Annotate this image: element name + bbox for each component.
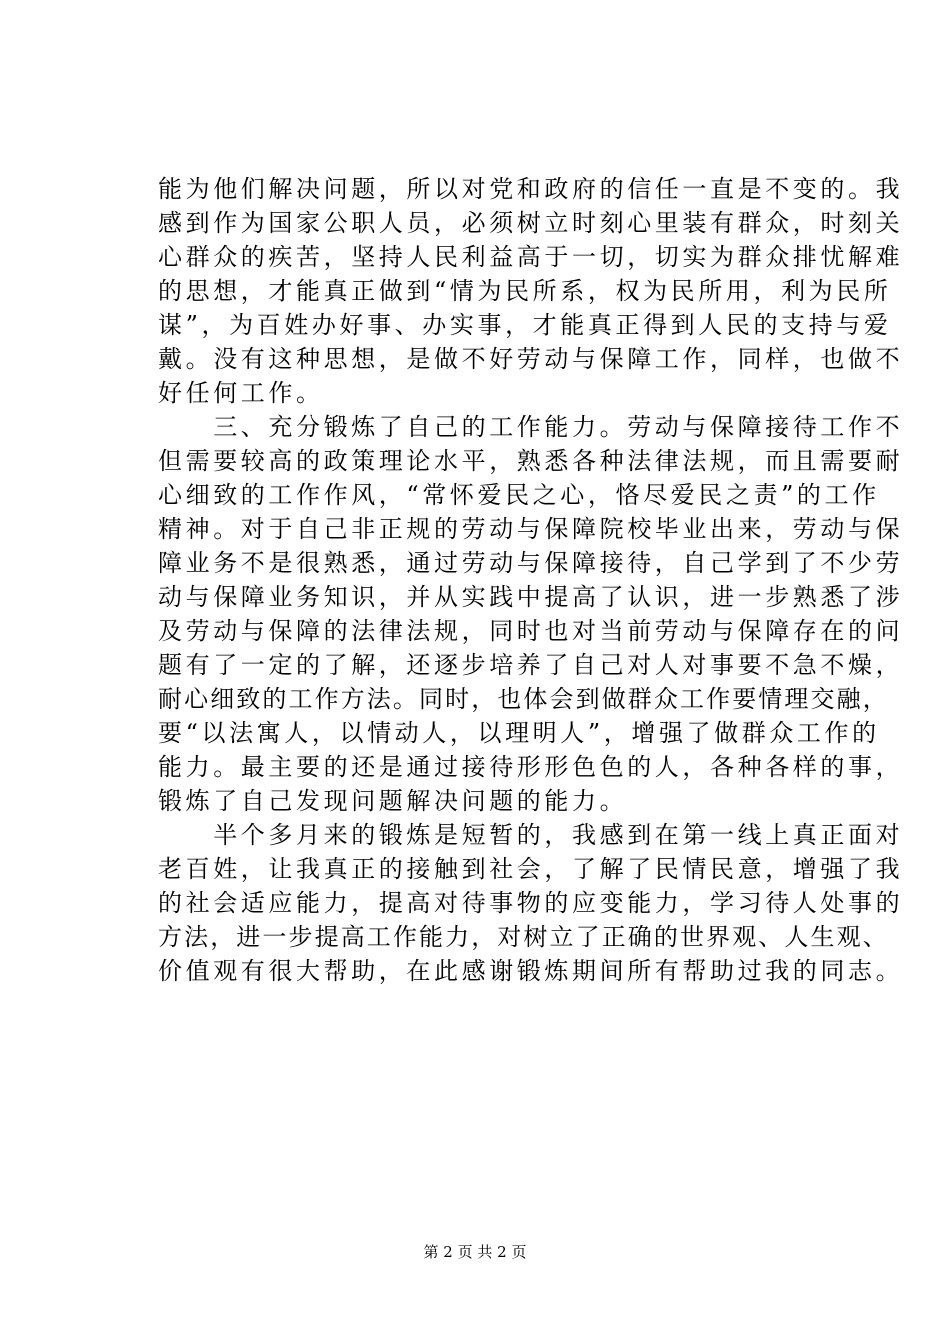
text-line: 价值观有很大帮助，在此感谢锻炼期间所有帮助过我的同志。: [158, 957, 904, 985]
text-line: 精神。对于自己非正规的劳动与保障院校毕业出来，劳动与保: [158, 515, 904, 543]
text-line: 耐心细致的工作方法。同时，也体会到做群众工作要情理交融，: [158, 685, 889, 713]
text-line: 障业务不是很熟悉，通过劳动与保障接待，自己学到了不少劳: [158, 549, 904, 577]
text-line: 动与保障业务知识，并从实践中提高了认识，进一步熟悉了涉: [158, 583, 904, 611]
text-line: 好任何工作。: [158, 379, 324, 407]
text-line: 心细致的工作作风，“常怀爱民之心，恪尽爱民之责”的工作: [158, 481, 880, 509]
text-line: 的思想，才能真正做到“情为民所系，权为民所用，利为民所: [158, 277, 892, 305]
text-line: 能力。最主要的还是通过接待形形色色的人，各种各样的事，: [158, 753, 904, 781]
text-line: 及劳动与保障的法律法规，同时也对当前劳动与保障存在的问: [158, 617, 904, 645]
text-line: 三、充分锻炼了自己的工作能力。劳动与保障接待工作不: [158, 413, 904, 441]
text-line: 但需要较高的政策理论水平，熟悉各种法律法规，而且需要耐: [158, 447, 904, 475]
text-line: 的社会适应能力，提高对待事物的应变能力，学习待人处事的: [158, 889, 904, 917]
text-line: 老百姓，让我真正的接触到社会，了解了民情民意，增强了我: [158, 855, 904, 883]
text-line: 要“以法寓人，以情动人，以理明人”，增强了做群众工作的: [158, 719, 880, 747]
text-line: 半个多月来的锻炼是短暂的，我感到在第一线上真正面对: [158, 821, 904, 849]
body-text: [158, 172, 904, 988]
text-line: 题有了一定的了解，还逐步培养了自己对人对事要不急不燥，: [158, 651, 904, 679]
page-number-footer: 第 2 页 共 2 页: [423, 1243, 527, 1261]
text-line: 谋”，为百姓办好事、办实事，才能真正得到人民的支持与爱: [158, 311, 892, 339]
text-line: 心群众的疾苦，坚持人民利益高于一切，切实为群众排忧解难: [158, 243, 904, 271]
text-line: 能为他们解决问题，所以对党和政府的信任一直是不变的。我: [158, 175, 904, 203]
text-line: 感到作为国家公职人员，必须树立时刻心里装有群众，时刻关: [158, 209, 904, 237]
text-line: 方法，进一步提高工作能力，对树立了正确的世界观、人生观、: [158, 923, 889, 951]
text-line: 锻炼了自己发现问题解决问题的能力。: [158, 787, 628, 815]
text-line: 戴。没有这种思想，是做不好劳动与保障工作，同样，也做不: [158, 345, 904, 373]
